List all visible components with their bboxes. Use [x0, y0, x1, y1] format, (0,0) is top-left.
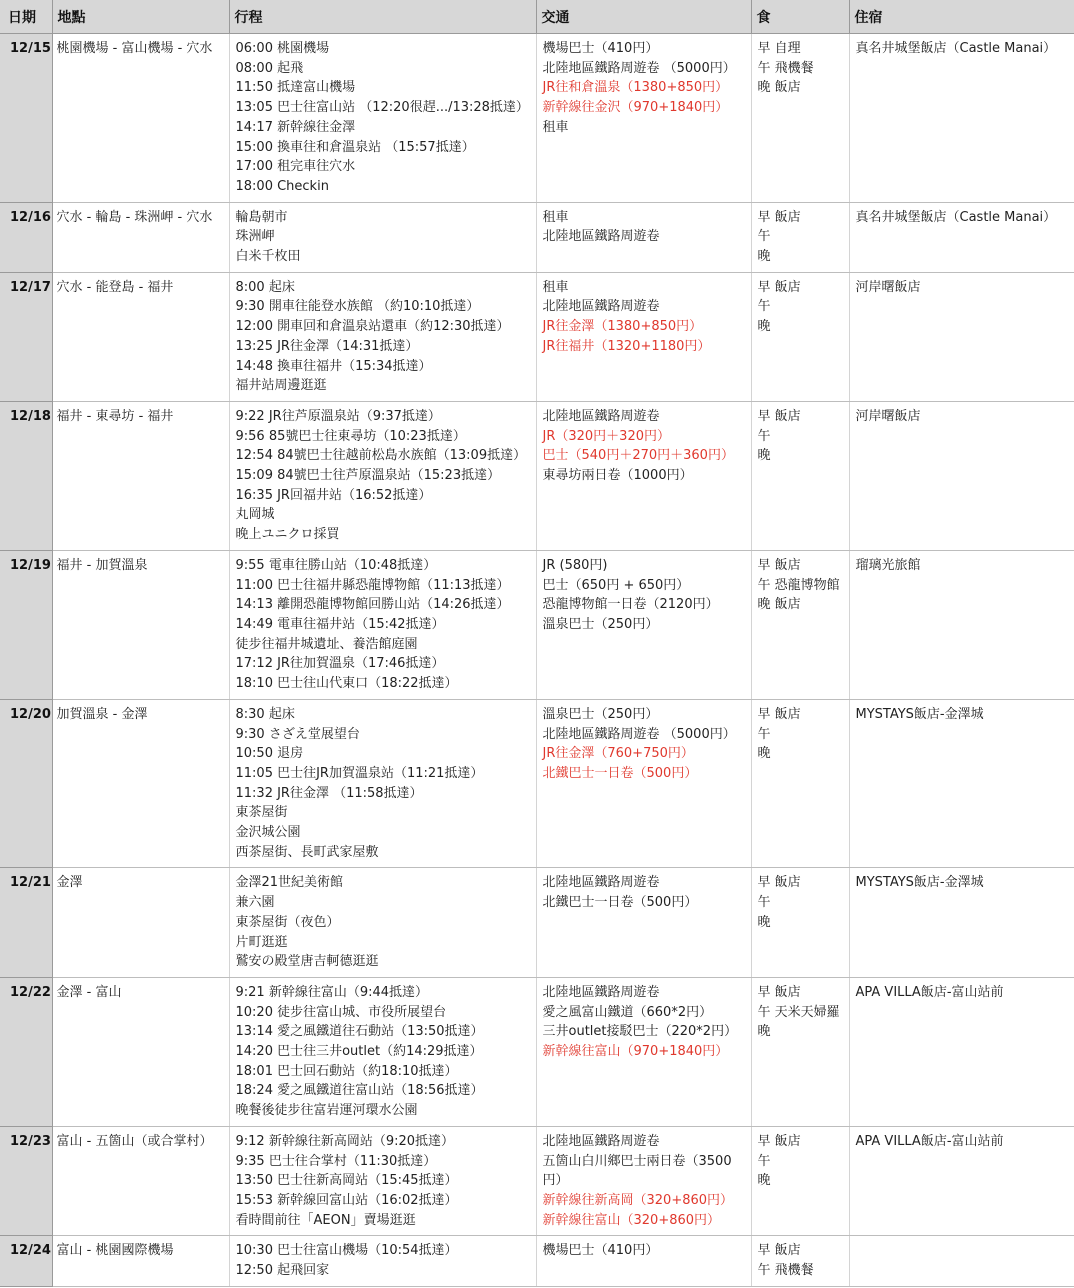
meal-line: 晚 [757, 448, 771, 464]
schedule-line: 片町逛逛 [235, 934, 288, 950]
table-row [0, 1126, 1074, 1236]
meal-line: 晚 [757, 249, 771, 265]
schedule-line: 10:50 退房 [235, 746, 304, 762]
schedule-line: 11:32 JR往金澤 （11:58抵達） [235, 785, 423, 801]
date-cell[interactable]: 12/19 [0, 550, 52, 699]
location-cell[interactable]: 富山 - 五箇山（或合掌村） [52, 1126, 229, 1236]
transport-line: 円） [542, 1173, 569, 1189]
date-cell[interactable]: 12/24 [0, 1236, 52, 1286]
meal-line: 早 飯店 [757, 984, 801, 1000]
schedule-line: 9:30 さざえ堂展望台 [235, 726, 360, 742]
transport-cell[interactable] [536, 401, 751, 550]
transport-line-highlight: JR往金澤（1380+850円） [542, 319, 703, 335]
transport-line: 北陸地區鐵路周遊卷 [542, 1133, 660, 1149]
schedule-line: 白米千枚田 [235, 249, 301, 265]
meal-line: 早 飯店 [757, 279, 801, 295]
transport-line-highlight: JR（320円＋320円） [542, 428, 670, 444]
transport-line: 恐龍博物館一日卷（2120円） [542, 597, 719, 613]
schedule-line: 晚餐後徒步往富岩運河環水公園 [235, 1103, 418, 1119]
food-cell[interactable] [751, 1126, 849, 1236]
schedule-line: 9:30 開車往能登水族館 （約10:10抵達） [235, 299, 480, 315]
transport-line: 北陸地區鐵路周遊卷 [542, 875, 660, 891]
schedule-line: 9:35 巴士往合掌村（11:30抵達） [235, 1153, 437, 1169]
meal-line: 午 [757, 299, 771, 315]
transport-cell[interactable] [536, 34, 751, 203]
location-cell[interactable]: 桃園機場 - 富山機場 - 穴水 [52, 34, 229, 203]
transport-line: 租車 [542, 279, 569, 295]
transport-line: 巴士（650円 + 650円） [542, 577, 690, 593]
transport-line-highlight: 新幹線往富山（320+860円） [542, 1212, 721, 1228]
schedule-line: 9:12 新幹線往新高岡站（9:20抵達） [235, 1133, 455, 1149]
food-cell[interactable] [751, 401, 849, 550]
schedule-line: 東茶屋街 [235, 805, 288, 821]
schedule-line: 9:21 新幹線往富山（9:44抵達） [235, 984, 429, 1000]
meal-line: 早 飯店 [757, 209, 801, 225]
schedule-line: 16:35 JR回福井站（16:52抵達） [235, 487, 432, 503]
food-cell[interactable] [751, 202, 849, 272]
schedule-line: 鷲安の殿堂唐吉軻德逛逛 [235, 954, 379, 970]
table-row [0, 272, 1074, 401]
location-cell[interactable]: 穴水 - 能登島 - 福井 [52, 272, 229, 401]
schedule-line: 13:05 巴士往富山站 （12:20很趕.../13:28抵達） [235, 100, 529, 116]
schedule-line: 10:20 徒步往富山城、市役所展望台 [235, 1004, 447, 1020]
date-cell[interactable]: 12/22 [0, 977, 52, 1126]
meal-line: 午 [757, 229, 771, 245]
lodging-cell[interactable]: 河岸曙飯店 [849, 401, 1074, 550]
schedule-line: 12:50 起飛回家 [235, 1263, 330, 1279]
schedule-line: 17:00 租完車往穴水 [235, 159, 356, 175]
table-row [0, 1236, 1074, 1286]
header-schedule[interactable]: 行程 [229, 0, 536, 34]
schedule-cell[interactable] [229, 272, 536, 401]
transport-line: 東尋坊兩日卷（1000円） [542, 468, 693, 484]
table-row [0, 34, 1074, 203]
schedule-line: 14:48 換車往福井（15:34抵達） [235, 358, 432, 374]
meal-line: 午 [757, 895, 771, 911]
schedule-line: 金澤21世紀美術館 [235, 875, 344, 891]
transport-line: 北陸地區鐵路周遊卷 [542, 408, 660, 424]
schedule-line: 15:53 新幹線回富山站（16:02抵達） [235, 1192, 458, 1208]
meal-line: 午 飛機餐 [757, 1263, 814, 1279]
header-transport[interactable]: 交通 [536, 0, 751, 34]
transport-line: JR (580円) [542, 557, 608, 573]
meal-line: 晚 [757, 746, 771, 762]
meal-line: 午 [757, 428, 771, 444]
meal-line: 早 飯店 [757, 1133, 801, 1149]
lodging-cell[interactable]: 真名井城堡飯店（Castle Manai） [849, 202, 1074, 272]
transport-line: 租車 [542, 119, 569, 135]
schedule-line: 西茶屋街、長町武家屋敷 [235, 844, 379, 860]
lodging-cell[interactable]: APA VILLA飯店-富山站前 [849, 1126, 1074, 1236]
schedule-line: 10:30 巴士往富山機場（10:54抵達） [235, 1243, 458, 1259]
food-cell[interactable] [751, 34, 849, 203]
schedule-line: 9:56 85號巴士往東尋坊（10:23抵達） [235, 428, 466, 444]
transport-cell[interactable] [536, 1236, 751, 1286]
meal-line: 晚 飯店 [757, 597, 801, 613]
schedule-line: 17:12 JR往加賀溫泉（17:46抵達） [235, 656, 445, 672]
meal-line: 早 飯店 [757, 706, 801, 722]
schedule-line: 福井站周邊逛逛 [235, 378, 327, 394]
schedule-line: 9:22 JR往芦原溫泉站（9:37抵達） [235, 408, 441, 424]
transport-line-highlight: 巴士（540円＋270円＋360円） [542, 448, 734, 464]
date-cell[interactable]: 12/15 [0, 34, 52, 203]
date-cell[interactable]: 12/18 [0, 401, 52, 550]
schedule-line: 看時間前往「AEON」賣場逛逛 [235, 1212, 416, 1228]
schedule-line: 08:00 起飛 [235, 60, 304, 76]
schedule-line: 11:50 抵達富山機場 [235, 80, 356, 96]
food-cell[interactable] [751, 272, 849, 401]
schedule-line: 18:24 愛之風鐵道往富山站（18:56抵達） [235, 1083, 484, 1099]
transport-cell[interactable] [536, 202, 751, 272]
table-row [0, 550, 1074, 699]
schedule-line: 13:14 愛之風鐵道往石動站（13:50抵達） [235, 1024, 484, 1040]
lodging-cell[interactable]: MYSTAYS飯店-金澤城 [849, 868, 1074, 978]
meal-line: 午 天米天婦羅 [757, 1004, 840, 1020]
schedule-cell[interactable] [229, 34, 536, 203]
header-food[interactable]: 食 [751, 0, 849, 34]
meal-line: 午 [757, 726, 771, 742]
meal-line: 早 飯店 [757, 1243, 801, 1259]
schedule-cell[interactable] [229, 699, 536, 868]
lodging-cell[interactable]: APA VILLA飯店-富山站前 [849, 977, 1074, 1126]
food-cell[interactable] [751, 699, 849, 868]
meal-line: 午 飛機餐 [757, 60, 814, 76]
transport-line: 北陸地區鐵路周遊卷 [542, 229, 660, 245]
transport-line: 愛之風富山鐵道（660*2円） [542, 1004, 713, 1020]
table-row [0, 401, 1074, 550]
meal-line: 晚 [757, 1024, 771, 1040]
schedule-line: 8:30 起床 [235, 706, 295, 722]
table-row [0, 868, 1074, 978]
schedule-cell[interactable] [229, 868, 536, 978]
location-cell[interactable]: 富山 - 桃園國際機場 [52, 1236, 229, 1286]
schedule-line: 13:50 巴士往新高岡站（15:45抵達） [235, 1173, 458, 1189]
meal-line: 午 恐龍博物館 [757, 577, 840, 593]
schedule-line: 丸岡城 [235, 507, 275, 523]
transport-line: 機場巴士（410円） [542, 41, 659, 56]
transport-line-highlight: JR往金澤（760+750円） [542, 746, 694, 762]
schedule-line: 東茶屋街（夜色） [235, 914, 340, 930]
meal-line: 晚 [757, 1173, 771, 1189]
transport-cell[interactable] [536, 977, 751, 1126]
meal-line: 早 飯店 [757, 557, 801, 573]
schedule-line: 14:49 電車往福井站（15:42抵達） [235, 616, 445, 632]
date-cell[interactable]: 12/17 [0, 272, 52, 401]
schedule-line: 18:10 巴士往山代東口（18:22抵達） [235, 676, 458, 692]
schedule-line: 徒步往福井城遺址、養浩館庭園 [235, 636, 418, 652]
location-cell[interactable]: 金澤 [52, 868, 229, 978]
transport-line: 溫泉巴士（250円） [542, 706, 659, 722]
meal-line: 早 自理 [757, 41, 801, 56]
schedule-cell[interactable] [229, 550, 536, 699]
lodging-cell[interactable] [849, 1236, 1074, 1286]
location-cell[interactable]: 加賀溫泉 - 金澤 [52, 699, 229, 868]
date-cell[interactable]: 12/16 [0, 202, 52, 272]
schedule-line: 兼六園 [235, 895, 275, 911]
schedule-line: 金沢城公園 [235, 825, 301, 841]
schedule-line: 14:20 巴士往三井outlet（約14:29抵達） [235, 1044, 483, 1060]
schedule-line: 珠洲岬 [235, 229, 275, 245]
transport-line: 三井outlet接駁巴士（220*2円） [542, 1024, 738, 1040]
meal-line: 晚 [757, 319, 771, 335]
schedule-line: 輪島朝市 [235, 209, 288, 225]
schedule-line: 14:17 新幹線往金澤 [235, 119, 356, 135]
transport-cell[interactable] [536, 868, 751, 978]
lodging-cell[interactable]: MYSTAYS飯店-金澤城 [849, 699, 1074, 868]
schedule-line: 11:05 巴士往JR加賀溫泉站（11:21抵達） [235, 765, 484, 781]
transport-line: 北鐵巴士一日卷（500円） [542, 895, 698, 911]
location-cell[interactable]: 福井 - 東尋坊 - 福井 [52, 401, 229, 550]
lodging-cell[interactable]: 真名井城堡飯店（Castle Manai） [849, 34, 1074, 203]
schedule-line: 13:25 JR往金澤（14:31抵達） [235, 338, 419, 354]
transport-line: 北陸地區鐵路周遊卷 [542, 984, 660, 1000]
schedule-line: 15:09 84號巴士往芦原溫泉站（15:23抵達） [235, 468, 501, 484]
meal-line: 晚 飯店 [757, 80, 801, 96]
header-row [0, 0, 1074, 34]
schedule-line: 12:00 開車回和倉溫泉站還車（約12:30抵達） [235, 319, 510, 335]
transport-line-highlight: 新幹線往金沢（970+1840円） [542, 100, 729, 116]
meal-line: 早 飯店 [757, 408, 801, 424]
schedule-cell[interactable] [229, 977, 536, 1126]
lodging-cell[interactable]: 河岸曙飯店 [849, 272, 1074, 401]
meal-line: 早 飯店 [757, 875, 801, 891]
transport-line-highlight: 北鐵巴士一日卷（500円） [542, 765, 698, 781]
schedule-cell[interactable] [229, 401, 536, 550]
schedule-line: 18:01 巴士回石動站（約18:10抵達） [235, 1063, 458, 1079]
schedule-cell[interactable] [229, 202, 536, 272]
table-row [0, 202, 1074, 272]
date-cell[interactable]: 12/21 [0, 868, 52, 978]
transport-line-highlight: JR往和倉溫泉（1380+850円） [542, 80, 729, 96]
schedule-line: 9:55 電車往勝山站（10:48抵達） [235, 557, 437, 573]
food-cell[interactable] [751, 1236, 849, 1286]
header-location[interactable]: 地點 [52, 0, 229, 34]
transport-line-highlight: 新幹線往富山（970+1840円） [542, 1044, 729, 1060]
transport-line: 北陸地區鐵路周遊卷 （5000円） [542, 60, 736, 76]
schedule-line: 12:54 84號巴士往越前松島水族館（13:09抵達） [235, 448, 527, 464]
location-cell[interactable]: 穴水 - 輪島 - 珠洲岬 - 穴水 [52, 202, 229, 272]
food-cell[interactable] [751, 868, 849, 978]
transport-cell[interactable] [536, 272, 751, 401]
meal-line: 午 [757, 1153, 771, 1169]
schedule-line: 06:00 桃園機場 [235, 41, 330, 56]
meal-line: 晚 [757, 914, 771, 930]
schedule-cell[interactable] [229, 1236, 536, 1286]
transport-line: 五箇山白川鄉巴士兩日卷（3500 [542, 1153, 732, 1169]
schedule-cell[interactable] [229, 1126, 536, 1236]
transport-line-highlight: JR往福井（1320+1180円） [542, 338, 711, 354]
food-cell[interactable] [751, 977, 849, 1126]
transport-line: 溫泉巴士（250円） [542, 616, 659, 632]
food-cell[interactable] [751, 550, 849, 699]
transport-cell[interactable] [536, 550, 751, 699]
transport-cell[interactable] [536, 1126, 751, 1236]
schedule-line: 18:00 Checkin [235, 178, 329, 194]
transport-cell[interactable] [536, 699, 751, 868]
schedule-line: 8:00 起床 [235, 279, 295, 295]
schedule-line: 11:00 巴士往福井縣恐龍博物館（11:13抵達） [235, 577, 510, 593]
table-row [0, 699, 1074, 868]
table-row [0, 977, 1074, 1126]
date-cell[interactable]: 12/20 [0, 699, 52, 868]
transport-line: 北陸地區鐵路周遊卷 [542, 299, 660, 315]
header-lodging[interactable]: 住宿 [849, 0, 1074, 34]
transport-line: 機場巴士（410円） [542, 1243, 659, 1259]
date-cell[interactable]: 12/23 [0, 1126, 52, 1236]
location-cell[interactable]: 金澤 - 富山 [52, 977, 229, 1126]
schedule-line: 晚上ユニクロ採買 [235, 527, 340, 543]
transport-line: 租車 [542, 209, 569, 225]
schedule-line: 15:00 換車往和倉溫泉站 （15:57抵達） [235, 139, 475, 155]
lodging-cell[interactable]: 瑠璃光旅館 [849, 550, 1074, 699]
transport-line: 北陸地區鐵路周遊卷 （5000円） [542, 726, 736, 742]
location-cell[interactable]: 福井 - 加賀溫泉 [52, 550, 229, 699]
header-date[interactable]: 日期 [0, 0, 52, 34]
transport-line-highlight: 新幹線往新高岡（320+860円） [542, 1192, 734, 1208]
schedule-line: 14:13 離開恐龍博物館回勝山站（14:26抵達） [235, 597, 510, 613]
